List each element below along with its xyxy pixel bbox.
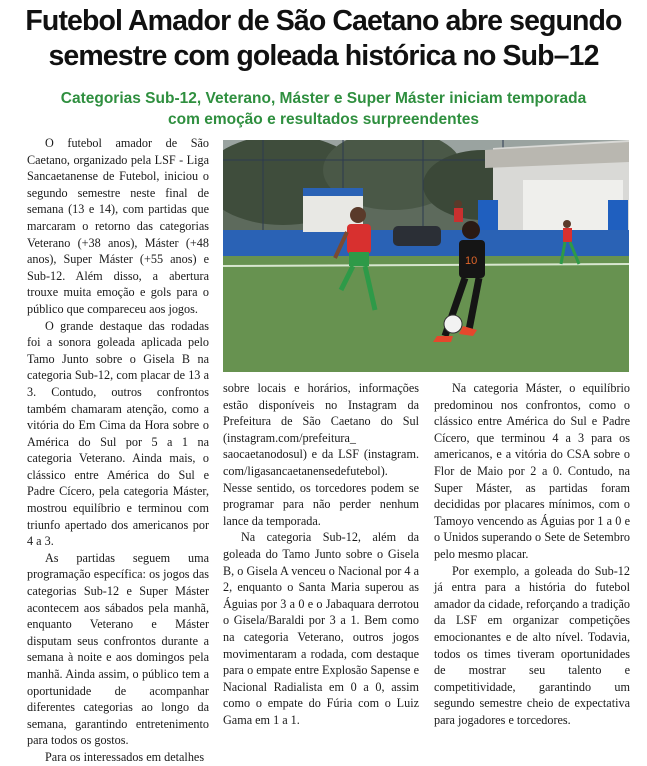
jersey-number: 10: [465, 255, 478, 267]
subheadline-line-1: Categorias Sub-12, Veterano, Máster e Super Máster iniciam temporada: [60, 90, 587, 107]
headline: [0, 4, 647, 74]
subheadline: [0, 88, 647, 130]
soccer-match-photo-icon: [223, 140, 629, 372]
paragraph-7: Por exemplo, a goleada do Sub-12 já entra para a história do futebol amador da cidade, reforçando a tradição da LSF em organizar competições emocionantes e de alto nível. Todavia, todos os times tiveram oportunidades de mostrar seu talento e competitividade, garantindo um segundo semestre cheio de expectativa para jogadores e torcedores.: [434, 563, 630, 727]
match-photo: [223, 140, 629, 372]
paragraph-2: O grande destaque das rodadas foi a sonora goleada aplicada pelo Tamo Junto sobre o Gisela B na categoria Sub-12, com placar de 13 a 3. Contudo, outros confrontos também chamaram atenção, como a vitória do Em Cima da Hora sobre o América do Sul por 5 a 1 na categoria Veterano. Ainda mais, o clássico entre América do Sul e Padre Cícero, pela categoria Máster, mostrou equilíbrio e terminou com triunfo apertado dos americanos por 4 a 3.: [27, 318, 209, 549]
paragraph-4-start: Para os interessados em detalhes: [45, 749, 205, 764]
paragraph-1: O futebol amador de São Caetano, organizado pela LSF - Liga Sancaetanense de Futebol, iniciou o segundo semestre neste final de semana (13 e 14), com partidas que marcaram o retorno das categorias Veterano (+38 anos), Máster (+48 anos), Super Máster (+55 anos) e Sub-12. Além disso, a abertura trouxe muita emoção e gols para o público que compareceu aos jogos.: [27, 136, 209, 316]
subheadline-line-2: com emoção e resultados surpreendentes: [168, 111, 479, 128]
paragraph-6: Na categoria Máster, o equilíbrio predominou nos confrontos, como o clássico entre América do Sul e Padre Cícero, que terminou 4 a 3 para os americanos, e a vitória do CSA sobre o Flor de Maio por 2 a 0. Contudo, na Super Máster, as partidas foram decididas por placares mínimos, com o Tamoyo vencendo as Águias por 1 a 0 e o Unidos superando o Sete de Setembro pelo mesmo placar.: [434, 381, 630, 561]
text-column-2: [223, 380, 419, 728]
text-column-3: [434, 380, 630, 728]
text-column-1: [27, 135, 209, 766]
headline-line-2: semestre com goleada histórica no Sub–12: [48, 40, 599, 72]
paragraph-5: Na categoria Sub-12, além da goleada do Tamo Junto sobre o Gisela B, o Gisela A venceu o Nacional por 4 a 2, enquanto o Santa Maria superou as Águias por 3 a 0 e o Jabaquara derrotou o Gisela/Baraldi por 3 a 1. Bem como na categoria Veterano, outros jogos movimentaram a rodada, com destaque para o empate entre Explosão Sapense e Nacional Radialista em 0 a 0, assim como o empate do Fúria com o Luiz Gama em 1 a 1.: [223, 530, 419, 727]
paragraph-3: As partidas seguem uma programação específica: os jogos das categorias Sub-12 e Super Máster acontecem aos sábados pela manhã, enquanto Veterano e Máster disputam seus confrontos durante a semana à noite e aos domingos pela manhã. Ainda assim, o público tem a oportunidade de acompanhar diferentes categorias ao longo da semana, garantindo entretenimento para todos os gostos.: [27, 550, 209, 748]
headline-line-1: Futebol Amador de São Caetano abre segundo: [25, 5, 622, 37]
paragraph-4-continued: sobre locais e horários, informações estão disponíveis no Instagram da Prefeitura de São Caetano do Sul (instagram.com/prefeitura_ saocaetanodosul) e da LSF (instagram. com/ligasancaetanensedefutebol). Nesse sentido, os torcedores podem se programar para não perder nenhum lance da temporada.: [223, 381, 419, 528]
